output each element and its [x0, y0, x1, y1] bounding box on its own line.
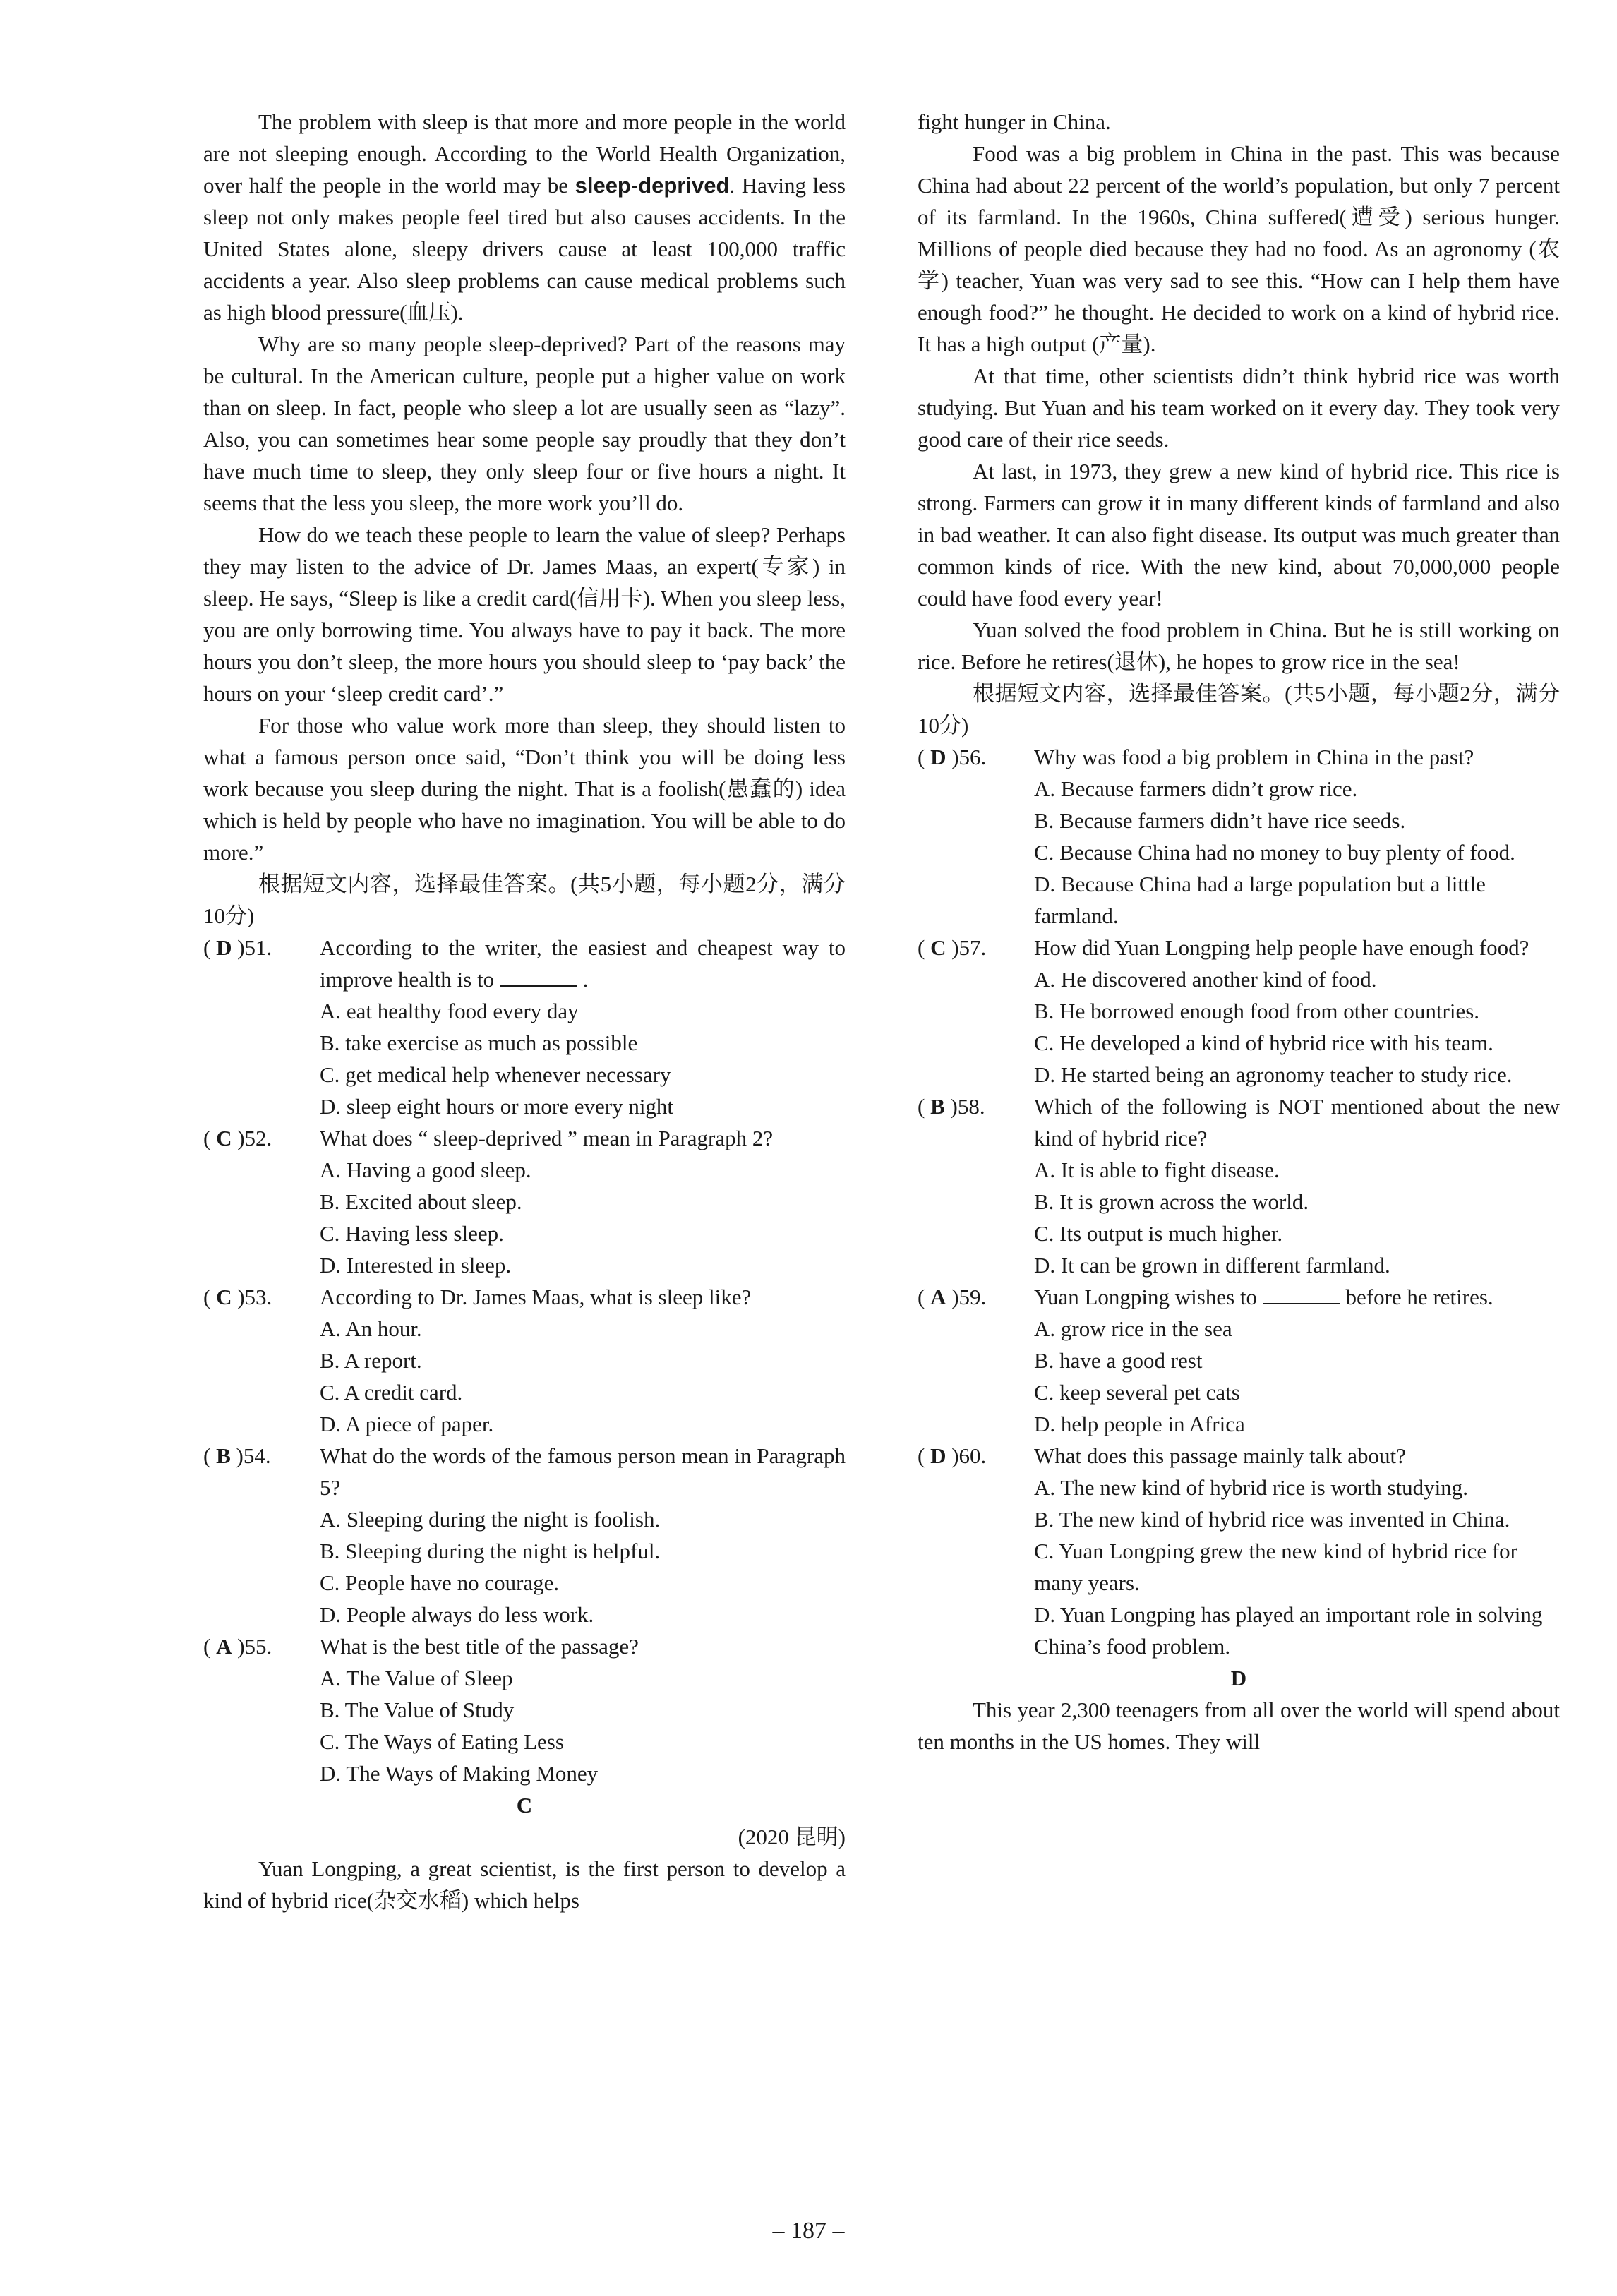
paragraph-2: Why are so many people sleep-deprived? Part of the reasons may be cultural. In the American culture, people put a higher value on work than on sleep. In fact, people who sleep a lot are usually seen as “lazy”. Also, you can sometimes hear some people say proudly that they don’t have much time to sleep, they only sleep four or five hours a night. It seems that the less you sleep, the more work you’ll do.: [203, 332, 846, 515]
question-stem: [918, 1281, 1560, 1313]
answer-letter: D: [930, 745, 946, 769]
question-header: ( B )54.: [203, 1443, 271, 1468]
answer-option: C. Having less sleep.: [320, 1221, 504, 1246]
option-list: [203, 1154, 846, 1281]
answer-option: D. Yuan Longping has played an important role in solving China’s food problem.: [1034, 1602, 1543, 1659]
question-header: ( C )57.: [918, 935, 987, 960]
answer-option: B. have a good rest: [1034, 1348, 1203, 1373]
passage-c-paragraph-2: Food was a big problem in China in the past. This was because China had about 22 percent of the world’s population, but only 7 percent of its farmland. In the 1960s, China suffered(遭受) serious hunger. Millions of people died because they had no food. As an agronomy (农学) teacher, Yuan was very sad to see this. “How can I help them have enough food?” he thought. He decided to work on a kind of hybrid rice. It has a high output (产量).: [918, 141, 1560, 356]
instruction: 根据短文内容，选择最佳答案。(共5小题，每小题2分，满分10分): [203, 872, 846, 928]
answer-option: A. An hour.: [320, 1316, 422, 1341]
question-number: 52.: [244, 1126, 272, 1150]
question-header: ( B )58.: [918, 1094, 985, 1119]
option-list: [203, 1313, 846, 1440]
question-stem: [203, 932, 846, 995]
instruction: 根据短文内容，选择最佳答案。(共5小题，每小题2分，满分10分): [918, 681, 1560, 738]
question-item: [203, 1281, 846, 1440]
question-text: What does this passage mainly talk about?: [1034, 1443, 1406, 1468]
paragraph-1: The problem with sleep is that more and more people in the world are not sleeping enough. According to the World Health Organization, over half the people in the world may be sleep-deprived. Having less sleep not only makes people feel tired but also causes accidents. In the United States alone, sleepy drivers cause at least 100,000 traffic accidents a year. Also sleep problems can cause medical problems such as high blood pressure(血压).: [203, 109, 846, 325]
option-list: [918, 1313, 1560, 1440]
answer-option: A. eat healthy food every day: [320, 999, 579, 1023]
answer-option: D. The Ways of Making Money: [320, 1761, 599, 1786]
question-stem: [918, 1090, 1560, 1154]
passage-c-paragraph-4: At last, in 1973, they grew a new kind of hybrid rice. This rice is strong. Farmers can grow it in many different kinds of farmland and also in bad weather. It can also fight disease. Its output was much greater than common kinds of rice. With the new kind, about 70,000,000 people could have food every year!: [918, 459, 1560, 611]
answer-option: C. The Ways of Eating Less: [320, 1729, 564, 1754]
answer-option: D. It can be grown in different farmland.: [1034, 1253, 1390, 1278]
question-item: [918, 1281, 1560, 1440]
answer-option: A. Because farmers didn’t grow rice.: [1034, 776, 1358, 801]
answer-blank: [500, 964, 577, 987]
question-item: [203, 932, 846, 1122]
answer-option: C. Its output is much higher.: [1034, 1221, 1283, 1246]
answer-option: D. help people in Africa: [1034, 1412, 1245, 1436]
question-stem: [203, 1122, 846, 1154]
question-item: [203, 1440, 846, 1630]
answer-option: A. Having a good sleep.: [320, 1158, 531, 1182]
question-number: 53.: [244, 1285, 272, 1309]
section-heading-d: D: [1230, 1666, 1247, 1690]
question-text: Yuan Longping wishes to before he retires.: [1034, 1281, 1560, 1313]
question-number: 58.: [957, 1094, 985, 1119]
question-text: Which of the following is NOT mentioned about the new kind of hybrid rice?: [1034, 1094, 1560, 1150]
answer-option: B. It is grown across the world.: [1034, 1189, 1309, 1214]
answer-option: B. take exercise as much as possible: [320, 1030, 638, 1055]
question-item: [203, 1630, 846, 1789]
answer-option: B. The Value of Study: [320, 1697, 515, 1722]
answer-letter: D: [216, 935, 232, 960]
answer-letter: C: [216, 1285, 232, 1309]
answer-letter: C: [216, 1126, 232, 1150]
answer-option: D. He started being an agronomy teacher to study rice.: [1034, 1062, 1513, 1087]
passage-c-paragraph-3: At that time, other scientists didn’t think hybrid rice was worth studying. But Yuan and his team worked on it every day. They took very good care of their rice seeds.: [918, 363, 1560, 452]
answer-letter: D: [930, 1443, 946, 1468]
passage-c-paragraph-1-cont: fight hunger in China.: [918, 109, 1111, 134]
question-list: [918, 741, 1560, 1662]
question-number: 59.: [958, 1285, 987, 1309]
question-number: 60.: [958, 1443, 987, 1468]
question-item: [918, 932, 1560, 1090]
question-text: Why was food a big problem in China in the past?: [1034, 745, 1474, 769]
question-number: 51.: [244, 935, 272, 960]
answer-option: A. grow rice in the sea: [1034, 1316, 1232, 1341]
option-list: [203, 1662, 846, 1789]
answer-option: B. He borrowed enough food from other countries.: [1034, 999, 1480, 1023]
answer-option: A. It is able to fight disease.: [1034, 1158, 1280, 1182]
answer-option: C. get medical help whenever necessary: [320, 1062, 671, 1087]
question-header: ( C )52.: [203, 1126, 272, 1150]
answer-option: A. He discovered another kind of food.: [1034, 967, 1377, 992]
answer-letter: C: [930, 935, 946, 960]
page-number: – 187 –: [772, 2218, 845, 2244]
passage-c-paragraph-1: Yuan Longping, a great scientist, is the first person to develop a kind of hybrid rice(杂交水稻) which helps: [203, 1856, 846, 1913]
question-number: 56.: [958, 745, 987, 769]
answer-option: C. keep several pet cats: [1034, 1380, 1240, 1405]
question-stem: [203, 1630, 846, 1662]
answer-option: A. Sleeping during the night is foolish.: [320, 1507, 661, 1532]
section-heading-c: C: [516, 1793, 533, 1817]
question-text: How did Yuan Longping help people have enough food?: [1034, 935, 1529, 960]
answer-option: C. Yuan Longping grew the new kind of hybrid rice for many years.: [1034, 1539, 1517, 1595]
question-text: According to Dr. James Maas, what is sleep like?: [320, 1285, 752, 1309]
answer-option: B. Because farmers didn’t have rice seeds.: [1034, 808, 1406, 833]
answer-letter: A: [216, 1634, 232, 1659]
answer-option: A. The Value of Sleep: [320, 1666, 513, 1690]
answer-letter: A: [930, 1285, 946, 1309]
answer-option: D. Interested in sleep.: [320, 1253, 512, 1278]
question-item: [918, 741, 1560, 932]
answer-blank: [1263, 1282, 1340, 1304]
answer-option: B. A report.: [320, 1348, 422, 1373]
question-text: What does “ sleep-deprived ” mean in Paragraph 2?: [320, 1126, 774, 1150]
question-header: ( D )56.: [918, 745, 987, 769]
source-note: (2020 昆明): [738, 1825, 846, 1849]
question-stem: [203, 1281, 846, 1313]
answer-option: A. The new kind of hybrid rice is worth studying.: [1034, 1475, 1469, 1500]
question-text: What do the words of the famous person mean in Paragraph 5?: [320, 1443, 846, 1500]
option-list: [203, 995, 846, 1122]
question-stem: [918, 932, 1560, 963]
answer-option: D. sleep eight hours or more every night: [320, 1094, 674, 1119]
question-header: ( A )59.: [918, 1285, 987, 1309]
option-list: [918, 1472, 1560, 1662]
question-header: ( C )53.: [203, 1285, 272, 1309]
answer-option: C. People have no courage.: [320, 1570, 560, 1595]
question-text: What is the best title of the passage?: [320, 1634, 639, 1659]
option-list: [918, 963, 1560, 1090]
answer-option: C. Because China had no money to buy plenty of food.: [1034, 840, 1515, 865]
answer-option: D. People always do less work.: [320, 1602, 594, 1627]
passage-d-paragraph-1: This year 2,300 teenagers from all over the world will spend about ten months in the US homes. They will: [918, 1697, 1560, 1754]
question-stem: [918, 1440, 1560, 1472]
question-number: 57.: [958, 935, 987, 960]
question-header: ( D )51.: [203, 935, 272, 960]
question-stem: [918, 741, 1560, 773]
option-list: [203, 1503, 846, 1630]
paragraph-3: How do we teach these people to learn the value of sleep? Perhaps they may listen to the advice of Dr. James Maas, an expert(专家) in sleep. He says, “Sleep is like a credit card(信用卡). When you sleep less, you are only borrowing time. You always have to pay it back. The more hours you don’t sleep, the more hours you should sleep to ‘pay back’ the hours on your ‘sleep credit card’.”: [203, 522, 846, 706]
answer-option: C. A credit card.: [320, 1380, 463, 1405]
question-stem: [203, 1440, 846, 1503]
answer-option: B. Excited about sleep.: [320, 1189, 522, 1214]
question-list: [203, 932, 846, 1789]
question-number: 55.: [244, 1634, 272, 1659]
answer-option: D. Because China had a large population but a little farmland.: [1034, 872, 1486, 928]
question-number: 54.: [243, 1443, 271, 1468]
question-text: According to the writer, the easiest and cheapest way to improve health is to .: [320, 935, 846, 992]
question-header: ( A )55.: [203, 1634, 272, 1659]
answer-option: B. The new kind of hybrid rice was invented in China.: [1034, 1507, 1510, 1532]
option-list: [918, 773, 1560, 932]
answer-letter: B: [930, 1094, 945, 1119]
paragraph-4: For those who value work more than sleep, they should listen to what a famous person once said, “Don’t think you will be doing less work because you sleep during the night. That is a foolish(愚蠢的) idea which is held by people who have no imagination. You will be able to do more.”: [203, 713, 846, 865]
question-item: [918, 1440, 1560, 1662]
passage-c-paragraph-5: Yuan solved the food problem in China. But he is still working on rice. Before he retires(退休), he hopes to grow rice in the sea!: [918, 618, 1560, 674]
answer-option: D. A piece of paper.: [320, 1412, 494, 1436]
answer-option: B. Sleeping during the night is helpful.: [320, 1539, 661, 1563]
question-header: ( D )60.: [918, 1443, 987, 1468]
question-item: [203, 1122, 846, 1281]
answer-letter: B: [216, 1443, 231, 1468]
question-item: [918, 1090, 1560, 1281]
answer-option: C. He developed a kind of hybrid rice with his team.: [1034, 1030, 1493, 1055]
left-column: [203, 106, 846, 1916]
option-list: [918, 1154, 1560, 1281]
right-column: [918, 106, 1560, 1757]
